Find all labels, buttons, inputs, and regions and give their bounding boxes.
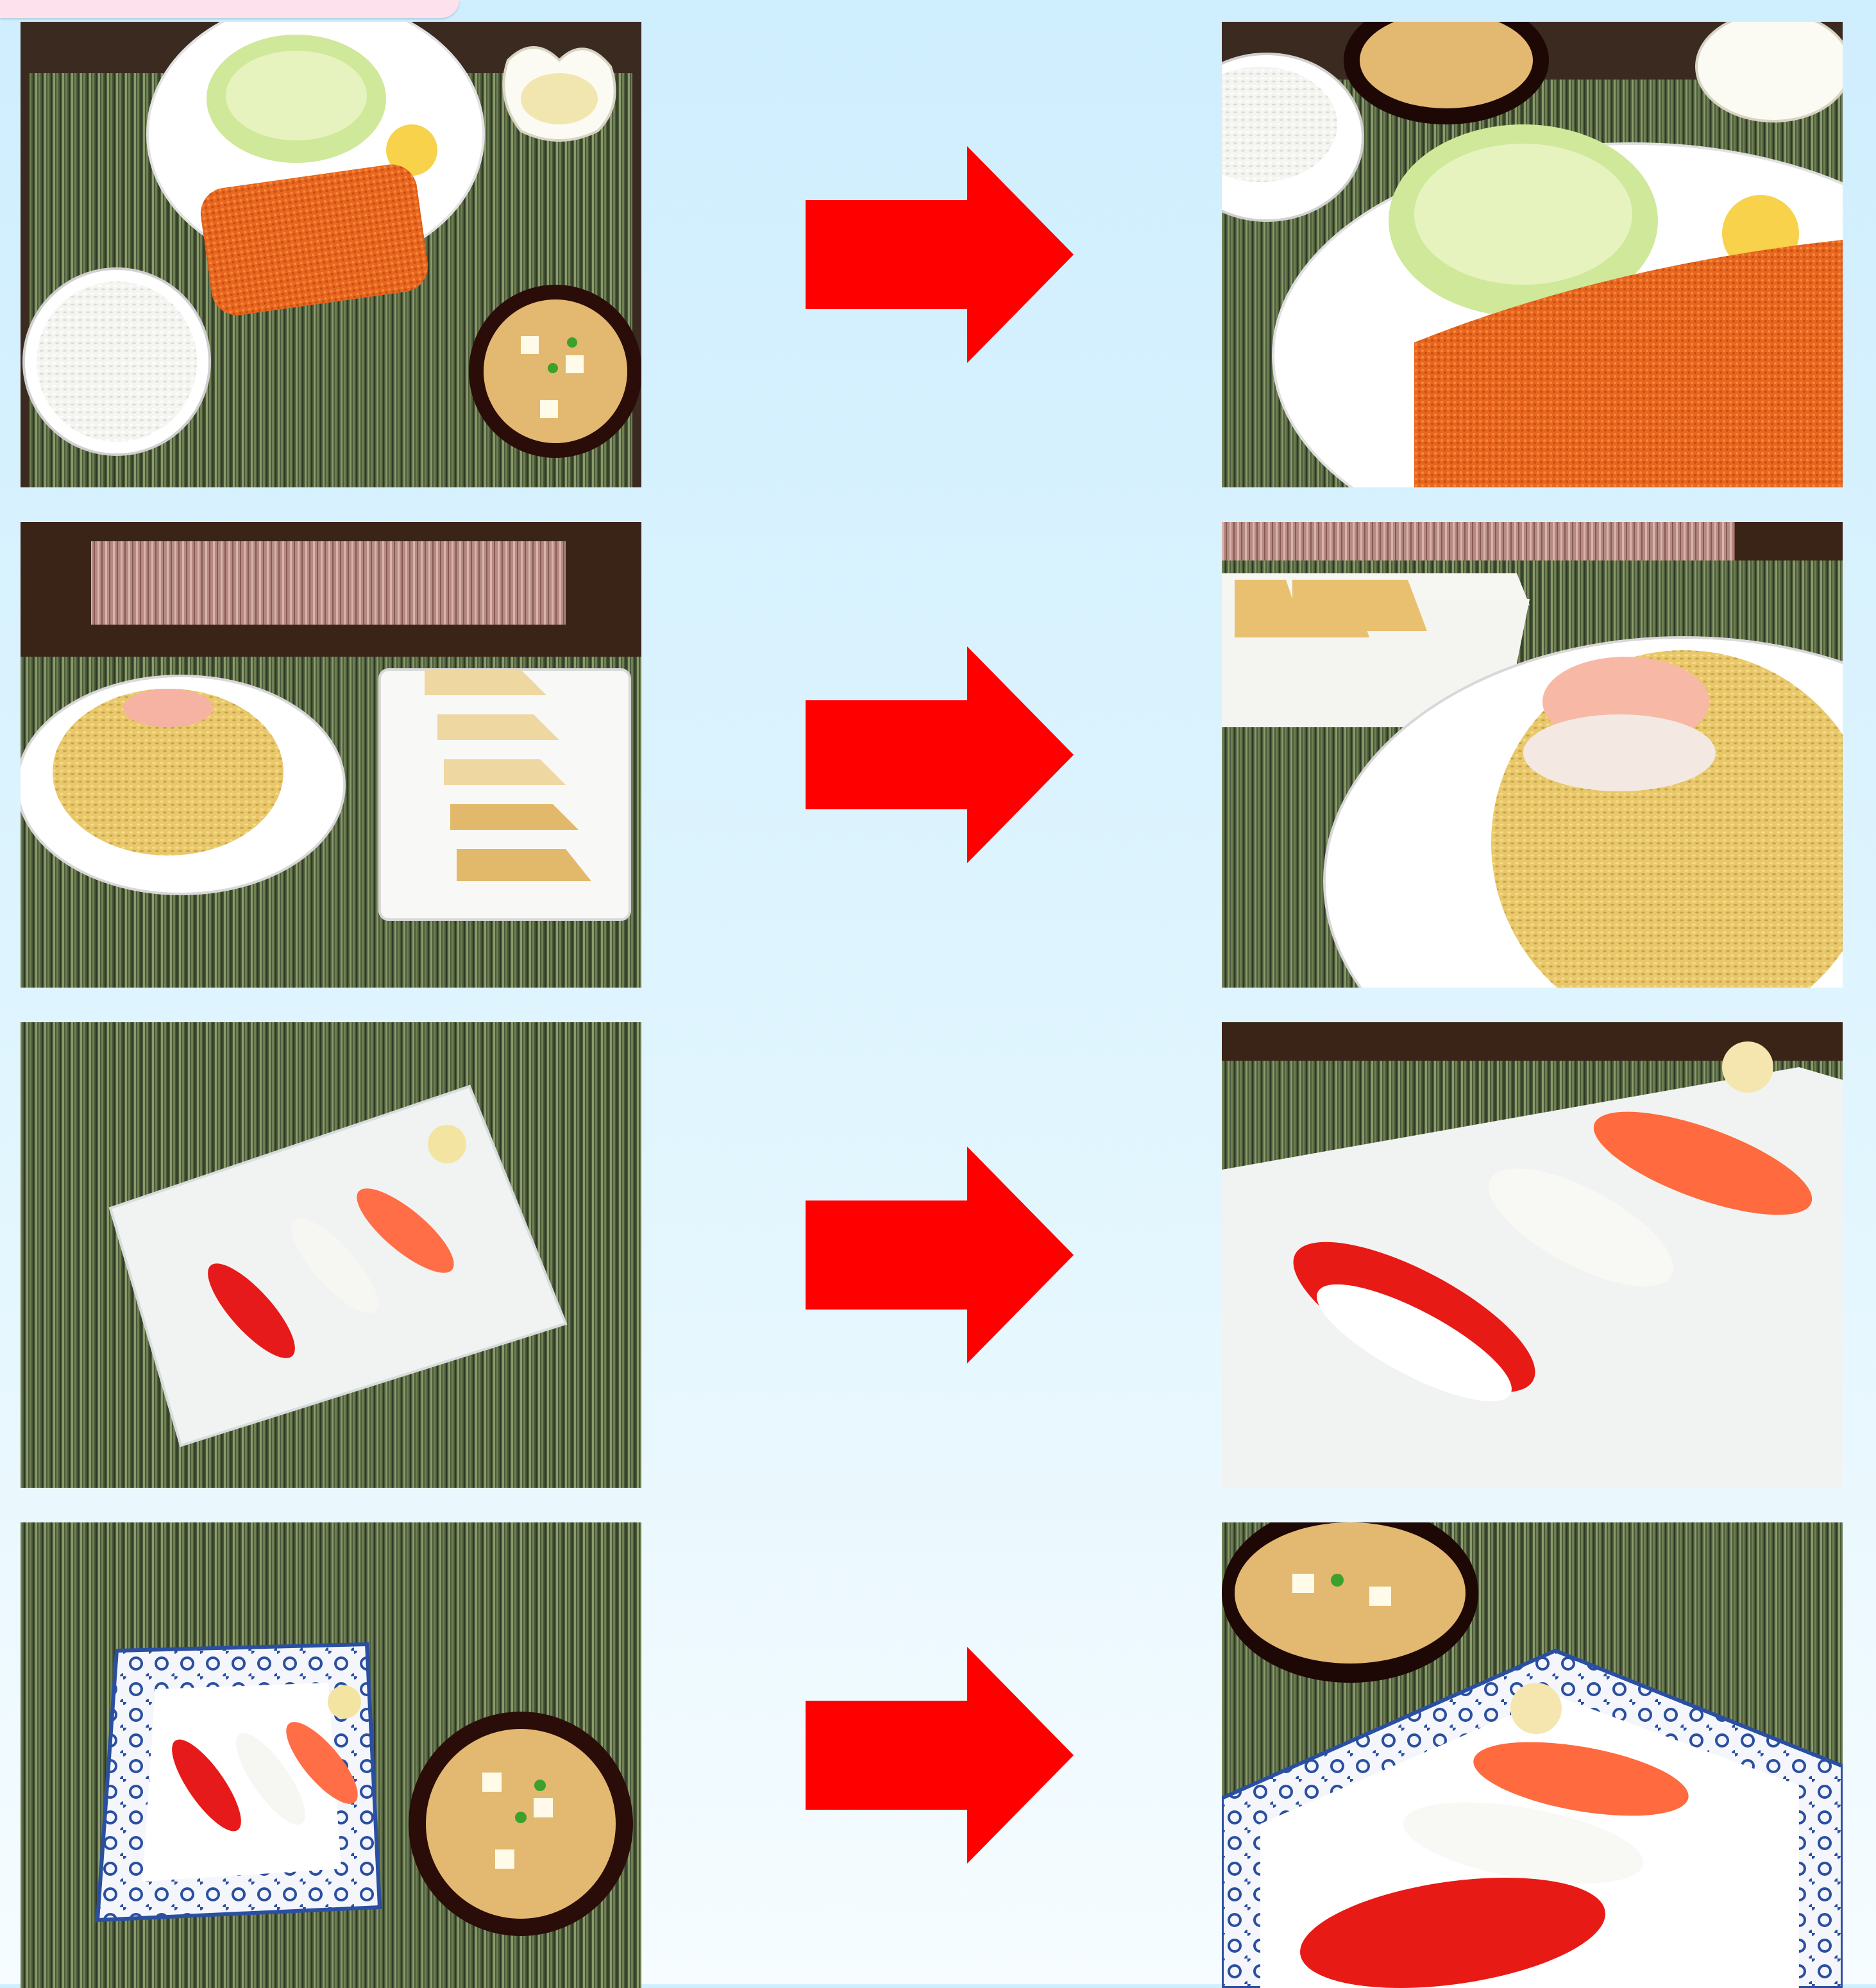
comparison-row-3 <box>0 1022 1876 1488</box>
comparison-row-4 <box>0 1522 1876 1988</box>
comparison-row-1 <box>0 22 1876 487</box>
right-arrow-icon <box>806 1147 1074 1363</box>
after-photo-sushi-white-plate <box>1222 1022 1843 1488</box>
right-arrow-icon <box>806 146 1074 363</box>
after-photo-tonkatsu <box>1222 22 1843 487</box>
after-photo-sushi-blue-plate <box>1222 1522 1843 1988</box>
comparison-row-2 <box>0 522 1876 988</box>
before-photo-sushi-white-plate <box>21 1022 641 1488</box>
right-arrow-icon <box>806 646 1074 863</box>
before-photo-tonkatsu <box>21 22 641 487</box>
before-photo-fried-rice <box>21 522 641 988</box>
right-arrow-icon <box>806 1647 1074 1864</box>
before-photo-sushi-blue-plate <box>21 1522 641 1988</box>
top-tab-decoration <box>0 0 459 18</box>
after-photo-fried-rice <box>1222 522 1843 988</box>
